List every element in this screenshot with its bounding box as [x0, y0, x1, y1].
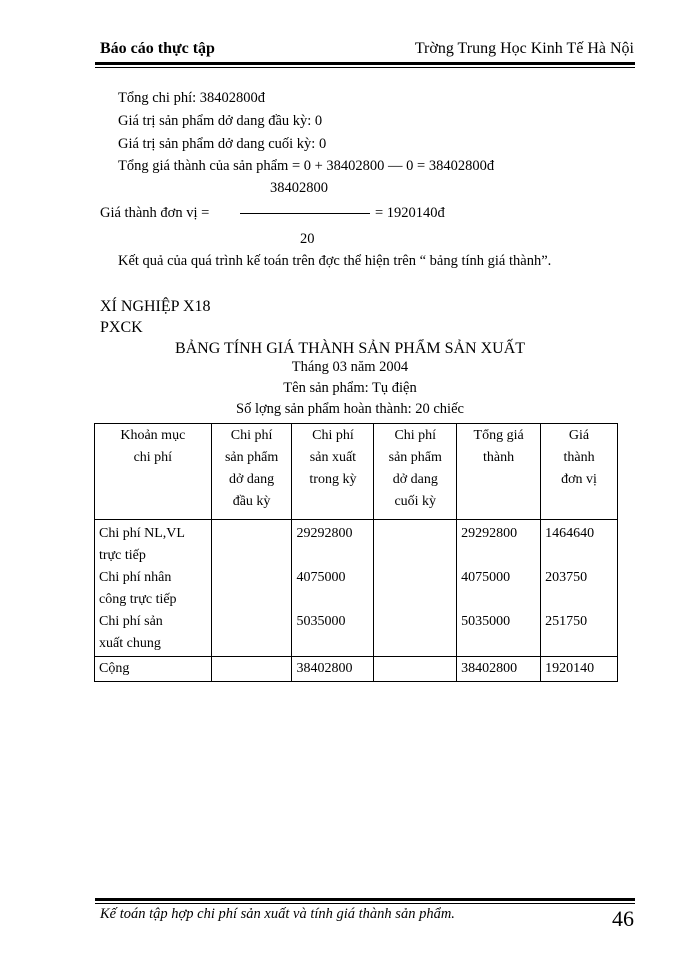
header-cell: Khoản mục chi phí	[95, 424, 212, 520]
header-title: Báo cáo thực tập	[100, 40, 215, 57]
header-cell: Giá thành đơn vị	[541, 424, 618, 520]
table-cell	[211, 520, 292, 657]
unit-price-result: = 1920140đ	[375, 205, 445, 221]
footer-rule	[95, 898, 635, 901]
table-cell: Cộng	[95, 657, 212, 682]
table-cell	[374, 657, 457, 682]
org-unit: PXCK	[100, 319, 143, 336]
org-name: XÍ NGHIỆP X18	[100, 298, 211, 315]
table-cell: 1920140	[541, 657, 618, 682]
header-cell: Chi phí sản xuất trong kỳ	[292, 424, 374, 520]
header-cell: Chi phí sản phẩm dở dang cuối kỳ	[374, 424, 457, 520]
table-quantity: Số lợng sản phẩm hoàn thành: 20 chiếc	[236, 401, 464, 417]
table-cell: 38402800	[457, 657, 541, 682]
total-price-line: Tổng giá thành của sản phẩm = 0 + 38402800 — 0 = 38402800đ	[118, 158, 495, 174]
table-cell: 38402800	[292, 657, 374, 682]
fraction-line	[240, 213, 370, 214]
table-cell: 29292800 4075000 5035000	[292, 520, 374, 657]
header-school: Trờng Trung Học Kinh Tế Hà Nội	[414, 40, 634, 57]
footer-text: Kế toán tập hợp chi phí sản xuất và tính giá thành sản phẩm.	[100, 906, 455, 922]
table-cell	[374, 520, 457, 657]
wip-end-line: Giá trị sản phẩm dở dang cuối kỳ: 0	[118, 136, 327, 152]
table-cell: Chi phí NL,VL trực tiếp Chi phí nhân công trực tiếp Chi phí sản xuất chung	[95, 520, 212, 657]
table-cell	[211, 657, 292, 682]
table-cell: 1464640 203750 251750	[541, 520, 618, 657]
unit-price-label: Giá thành đơn vị =	[100, 205, 210, 221]
wip-begin-line: Giá trị sản phẩm dở dang đầu kỳ: 0	[118, 113, 323, 129]
fraction-numerator: 38402800	[270, 180, 328, 196]
header-rule	[95, 62, 635, 65]
table-total-row	[95, 657, 618, 682]
table-header-row	[95, 424, 618, 520]
footer-rule-thin	[95, 903, 635, 904]
header-cell: Tổng giá thành	[457, 424, 541, 520]
table-row	[95, 520, 618, 657]
table-month: Tháng 03 năm 2004	[291, 359, 409, 375]
table-product: Tên sản phẩm: Tụ điện	[283, 380, 417, 396]
cost-table	[94, 423, 618, 682]
result-note: Kết quả của quá trình kế toán trên đợc thể hiện trên “ bảng tính giá thành”.	[118, 253, 552, 269]
header-cell: Chi phí sản phẩm dở dang đầu kỳ	[211, 424, 292, 520]
table-cell: 29292800 4075000 5035000	[457, 520, 541, 657]
fraction-denominator: 20	[300, 231, 315, 247]
total-cost-line: Tổng chi phí: 38402800đ	[118, 90, 266, 106]
table-title: BẢNG TÍNH GIÁ THÀNH SẢN PHẨM SẢN XUẤT	[174, 340, 526, 357]
page-number: 46	[612, 906, 634, 931]
header-rule-thin	[95, 67, 635, 68]
